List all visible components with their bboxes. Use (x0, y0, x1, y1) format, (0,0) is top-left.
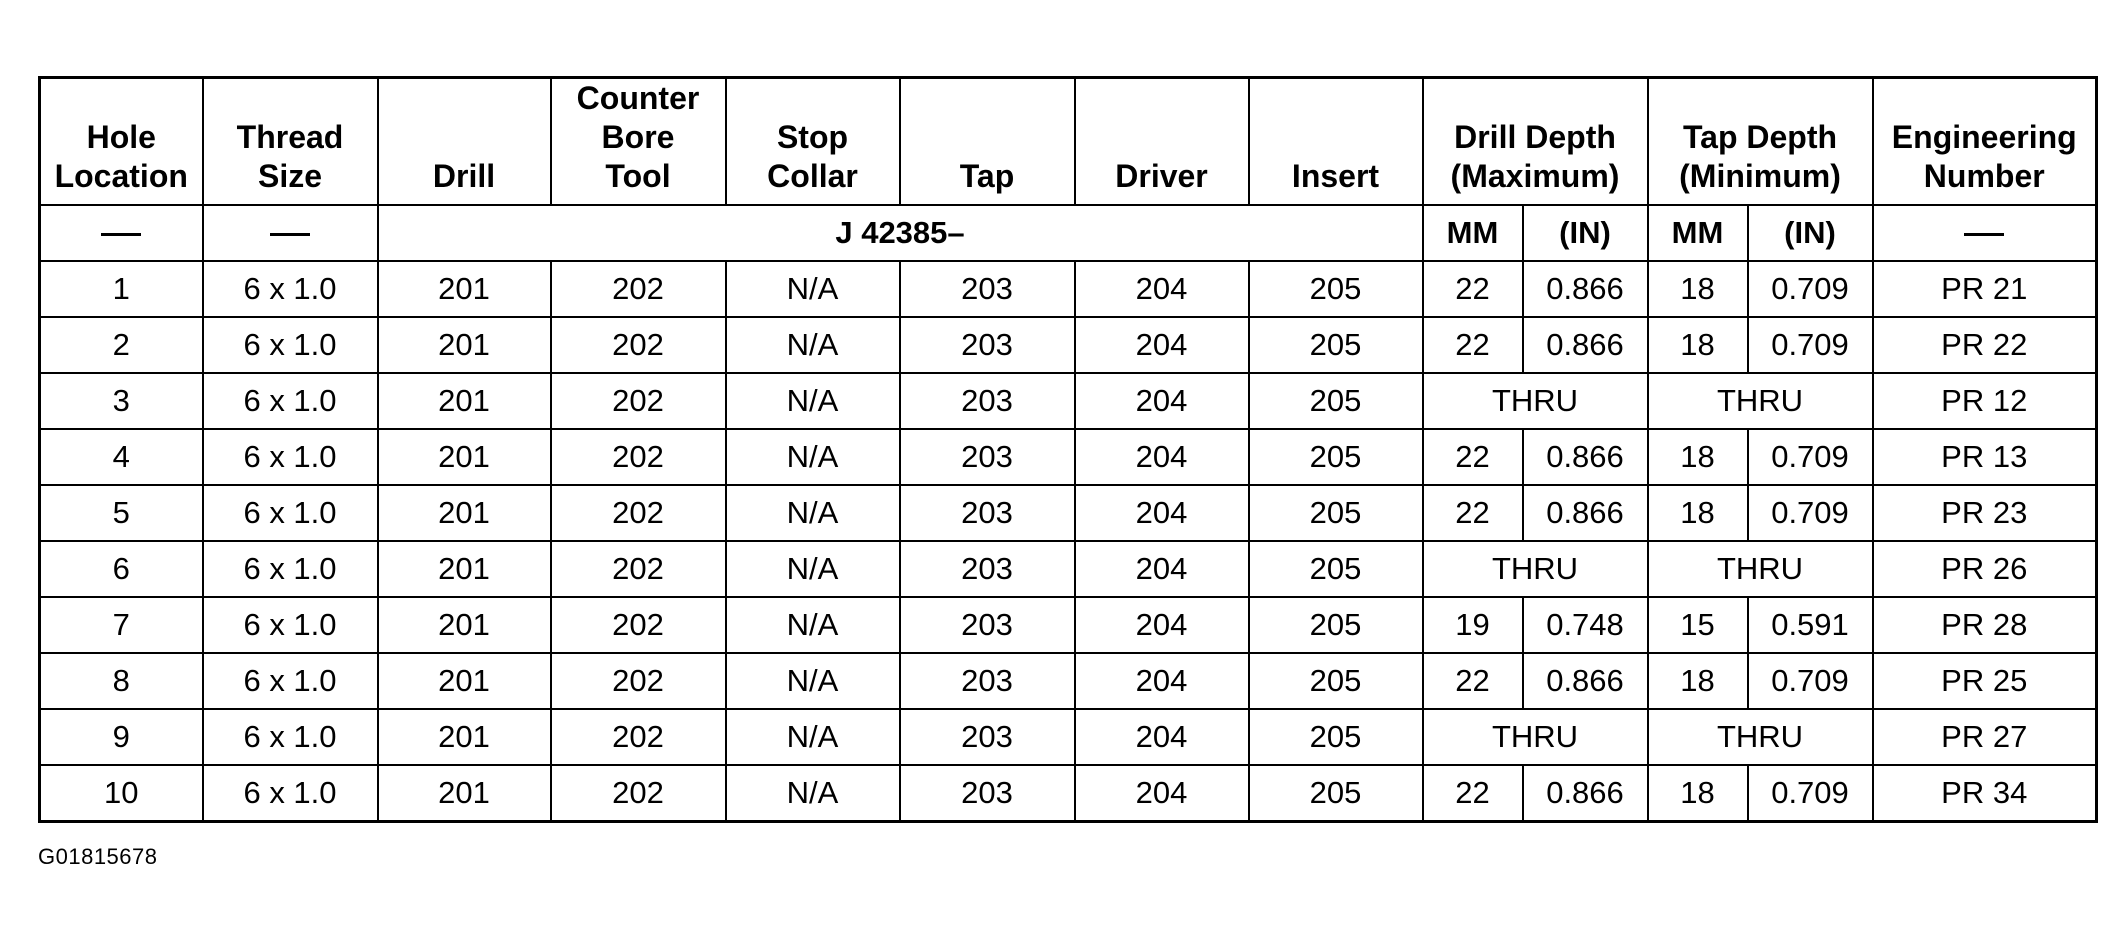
header-engineering-number: Engineering Number (1873, 78, 2097, 206)
cell-drill: 201 (378, 429, 551, 485)
cell-insert: 205 (1249, 261, 1423, 317)
cell-drill-depth-in: 0.866 (1523, 429, 1648, 485)
cell-drill-depth-mm: 19 (1423, 597, 1523, 653)
header-counter-bore-tool: Counter Bore Tool (551, 78, 726, 206)
cell-engineering-number: PR 26 (1873, 541, 2097, 597)
table-row (40, 485, 2097, 541)
table-row (40, 541, 2097, 597)
cell-thread-size: 6 x 1.0 (203, 485, 378, 541)
cell-drill-depth-mm: 22 (1423, 653, 1523, 709)
dash-mark (101, 233, 141, 236)
subheader-hole-dash (40, 205, 203, 261)
header-tap: Tap (900, 78, 1075, 206)
cell-tap: 203 (900, 597, 1075, 653)
cell-drill-depth-mm: 22 (1423, 485, 1523, 541)
cell-counter-bore-tool: 202 (551, 317, 726, 373)
cell-counter-bore-tool: 202 (551, 429, 726, 485)
cell-tap: 203 (900, 709, 1075, 765)
cell-thread-size: 6 x 1.0 (203, 429, 378, 485)
cell-hole-location: 2 (40, 317, 203, 373)
cell-driver: 204 (1075, 485, 1249, 541)
cell-driver: 204 (1075, 261, 1249, 317)
tool-specification-table (38, 76, 2098, 823)
cell-engineering-number: PR 13 (1873, 429, 2097, 485)
cell-counter-bore-tool: 202 (551, 653, 726, 709)
cell-tap-depth-in: 0.709 (1748, 765, 1873, 822)
cell-stop-collar: N/A (726, 541, 900, 597)
cell-drill-depth-in: 0.866 (1523, 261, 1648, 317)
figure-identifier: G01815678 (38, 844, 158, 869)
subheader-eng-dash (1873, 205, 2097, 261)
cell-drill: 201 (378, 765, 551, 822)
table-row (40, 765, 2097, 822)
cell-tap-depth-in: 0.709 (1748, 653, 1873, 709)
table-row (40, 709, 2097, 765)
cell-thread-size: 6 x 1.0 (203, 709, 378, 765)
cell-thread-size: 6 x 1.0 (203, 765, 378, 822)
cell-counter-bore-tool: 202 (551, 373, 726, 429)
cell-insert: 205 (1249, 765, 1423, 822)
cell-tap-depth-mm: 15 (1648, 597, 1748, 653)
cell-tap: 203 (900, 485, 1075, 541)
header-insert: Insert (1249, 78, 1423, 206)
cell-counter-bore-tool: 202 (551, 485, 726, 541)
subheader-row (40, 205, 2097, 261)
dash-mark (1964, 233, 2004, 236)
cell-stop-collar: N/A (726, 485, 900, 541)
cell-drill: 201 (378, 261, 551, 317)
cell-stop-collar: N/A (726, 261, 900, 317)
subheader-tool-prefix: J 42385– (378, 205, 1423, 261)
cell-counter-bore-tool: 202 (551, 597, 726, 653)
cell-drill-depth-thru: THRU (1423, 709, 1648, 765)
table-row (40, 261, 2097, 317)
cell-drill: 201 (378, 597, 551, 653)
cell-tap-depth-mm: 18 (1648, 765, 1748, 822)
cell-drill-depth-in: 0.866 (1523, 317, 1648, 373)
cell-drill: 201 (378, 317, 551, 373)
cell-stop-collar: N/A (726, 765, 900, 822)
header-stop-collar: Stop Collar (726, 78, 900, 206)
cell-driver: 204 (1075, 709, 1249, 765)
cell-engineering-number: PR 21 (1873, 261, 2097, 317)
cell-tap: 203 (900, 765, 1075, 822)
cell-insert: 205 (1249, 653, 1423, 709)
table-body (40, 261, 2097, 822)
cell-drill: 201 (378, 653, 551, 709)
cell-tap-depth-in: 0.709 (1748, 261, 1873, 317)
cell-tap-depth-thru: THRU (1648, 373, 1873, 429)
cell-tap-depth-in: 0.709 (1748, 485, 1873, 541)
cell-driver: 204 (1075, 317, 1249, 373)
cell-drill-depth-in: 0.866 (1523, 765, 1648, 822)
cell-tap-depth-in: 0.709 (1748, 429, 1873, 485)
cell-drill: 201 (378, 373, 551, 429)
cell-drill-depth-in: 0.748 (1523, 597, 1648, 653)
subheader-thread-dash (203, 205, 378, 261)
cell-drill: 201 (378, 541, 551, 597)
cell-drill-depth-mm: 22 (1423, 261, 1523, 317)
table-row (40, 597, 2097, 653)
table-row (40, 429, 2097, 485)
cell-thread-size: 6 x 1.0 (203, 317, 378, 373)
cell-tap: 203 (900, 541, 1075, 597)
cell-driver: 204 (1075, 597, 1249, 653)
cell-thread-size: 6 x 1.0 (203, 261, 378, 317)
cell-insert: 205 (1249, 429, 1423, 485)
header-thread-size: Thread Size (203, 78, 378, 206)
cell-drill-depth-thru: THRU (1423, 373, 1648, 429)
subheader-tap-mm: MM (1648, 205, 1748, 261)
cell-tap-depth-in: 0.591 (1748, 597, 1873, 653)
cell-tap-depth-thru: THRU (1648, 709, 1873, 765)
cell-drill-depth-thru: THRU (1423, 541, 1648, 597)
dash-mark (270, 233, 310, 236)
header-drill: Drill (378, 78, 551, 206)
cell-insert: 205 (1249, 317, 1423, 373)
cell-tap: 203 (900, 317, 1075, 373)
cell-tap-depth-in: 0.709 (1748, 317, 1873, 373)
cell-engineering-number: PR 12 (1873, 373, 2097, 429)
table-row (40, 373, 2097, 429)
cell-drill-depth-mm: 22 (1423, 765, 1523, 822)
cell-insert: 205 (1249, 709, 1423, 765)
cell-engineering-number: PR 27 (1873, 709, 2097, 765)
cell-tap-depth-thru: THRU (1648, 541, 1873, 597)
cell-hole-location: 5 (40, 485, 203, 541)
cell-counter-bore-tool: 202 (551, 261, 726, 317)
cell-hole-location: 10 (40, 765, 203, 822)
cell-thread-size: 6 x 1.0 (203, 373, 378, 429)
cell-hole-location: 3 (40, 373, 203, 429)
cell-counter-bore-tool: 202 (551, 541, 726, 597)
cell-tap-depth-mm: 18 (1648, 261, 1748, 317)
cell-hole-location: 6 (40, 541, 203, 597)
cell-driver: 204 (1075, 541, 1249, 597)
cell-tap: 203 (900, 429, 1075, 485)
subheader-drill-in: (IN) (1523, 205, 1648, 261)
cell-driver: 204 (1075, 373, 1249, 429)
cell-driver: 204 (1075, 653, 1249, 709)
cell-engineering-number: PR 22 (1873, 317, 2097, 373)
cell-drill: 201 (378, 709, 551, 765)
cell-drill-depth-in: 0.866 (1523, 653, 1648, 709)
cell-engineering-number: PR 28 (1873, 597, 2097, 653)
cell-insert: 205 (1249, 373, 1423, 429)
cell-thread-size: 6 x 1.0 (203, 653, 378, 709)
cell-hole-location: 1 (40, 261, 203, 317)
subheader-drill-mm: MM (1423, 205, 1523, 261)
cell-driver: 204 (1075, 765, 1249, 822)
cell-drill-depth-mm: 22 (1423, 317, 1523, 373)
cell-hole-location: 8 (40, 653, 203, 709)
cell-insert: 205 (1249, 597, 1423, 653)
header-tap-depth: Tap Depth (Minimum) (1648, 78, 1873, 206)
cell-tap-depth-mm: 18 (1648, 653, 1748, 709)
cell-stop-collar: N/A (726, 709, 900, 765)
cell-hole-location: 7 (40, 597, 203, 653)
cell-tap-depth-mm: 18 (1648, 317, 1748, 373)
cell-hole-location: 4 (40, 429, 203, 485)
cell-tap: 203 (900, 373, 1075, 429)
table-row (40, 653, 2097, 709)
header-drill-depth: Drill Depth (Maximum) (1423, 78, 1648, 206)
cell-stop-collar: N/A (726, 373, 900, 429)
cell-thread-size: 6 x 1.0 (203, 597, 378, 653)
cell-tap-depth-mm: 18 (1648, 485, 1748, 541)
cell-stop-collar: N/A (726, 653, 900, 709)
cell-engineering-number: PR 34 (1873, 765, 2097, 822)
table-row (40, 317, 2097, 373)
cell-drill-depth-mm: 22 (1423, 429, 1523, 485)
header-hole-location: Hole Location (40, 78, 203, 206)
cell-insert: 205 (1249, 485, 1423, 541)
cell-engineering-number: PR 25 (1873, 653, 2097, 709)
cell-insert: 205 (1249, 541, 1423, 597)
cell-tap: 203 (900, 653, 1075, 709)
cell-tap: 203 (900, 261, 1075, 317)
tool-specification-table-container (38, 76, 2098, 823)
subheader-tap-in: (IN) (1748, 205, 1873, 261)
cell-drill-depth-in: 0.866 (1523, 485, 1648, 541)
cell-counter-bore-tool: 202 (551, 765, 726, 822)
cell-hole-location: 9 (40, 709, 203, 765)
cell-driver: 204 (1075, 429, 1249, 485)
cell-engineering-number: PR 23 (1873, 485, 2097, 541)
cell-stop-collar: N/A (726, 597, 900, 653)
cell-thread-size: 6 x 1.0 (203, 541, 378, 597)
cell-stop-collar: N/A (726, 317, 900, 373)
cell-stop-collar: N/A (726, 429, 900, 485)
header-driver: Driver (1075, 78, 1249, 206)
header-row (40, 78, 2097, 206)
cell-tap-depth-mm: 18 (1648, 429, 1748, 485)
cell-counter-bore-tool: 202 (551, 709, 726, 765)
cell-drill: 201 (378, 485, 551, 541)
